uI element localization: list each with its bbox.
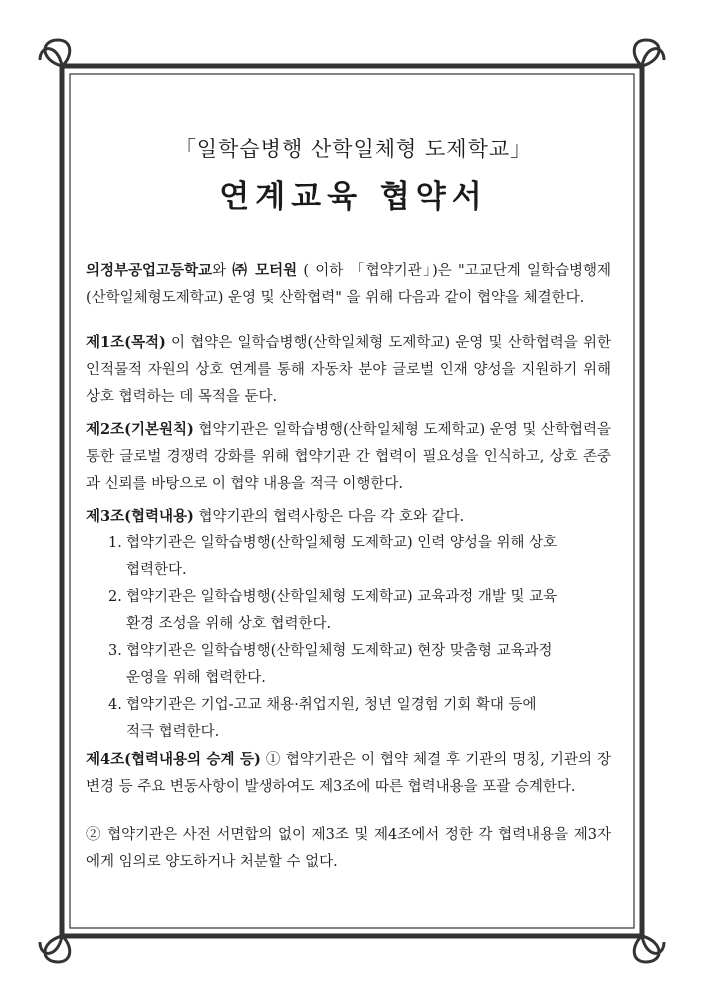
article-4-clause-2: ② 협약기관은 사전 서면합의 없이 제3조 및 제4조에서 정한 각 협력내용을 제3자에게 임의로 양도하거나 처분할 수 없다. <box>86 827 611 870</box>
article-1-text: 이 협약은 일학습병행(산학일체형 도제학교) 운영 및 산학협력을 위한 인적물적 자원의 상호 연계를 통해 자동차 분야 글로벌 인재 양성을 지원하기 위해 상호 협력하는 데 목적을 둔다. <box>86 335 611 405</box>
article-3 <box>86 503 611 531</box>
article-1 <box>86 329 611 411</box>
corner-ornament-tr <box>634 40 664 66</box>
document-title: 연계교육 협약서 <box>219 179 488 215</box>
list-item: 4. 협약기관은 기업-고교 채용·취업지원, 청년 일경험 기회 확대 등에 적극 협력한다. <box>108 697 537 740</box>
list-item: 2. 협약기관은 일학습병행(산학일체형 도제학교) 교육과정 개발 및 교육 환경 조성을 위해 상호 협력한다. <box>108 589 558 632</box>
article-4-clause-1: ① 협약기관은 이 협약 체결 후 기관의 명칭, 기관의 장 변경 등 주요 변동사항이 발생하여도 제3조에 따른 협력내용을 포괄 승계한다. <box>86 752 611 795</box>
article-4 <box>86 746 611 801</box>
corner-ornament-bl <box>40 936 70 962</box>
intro-paragraph <box>86 257 611 312</box>
corner-ornament-tl <box>40 40 70 66</box>
article-1-head: 제1조(목적) <box>86 334 166 351</box>
article-2-text: 협약기관은 일학습병행(산학일체형 도제학교) 운영 및 산학협력을 통한 글로벌 경쟁력 강화를 위해 협약기관 간 협력이 필요성을 인식하고, 상호 존중과 신뢰를 바탕으로 이 협약 내용을 적극 이행한다. <box>86 422 612 492</box>
article-2 <box>86 416 611 498</box>
list-item: 1. 협약기관은 일학습병행(산학일체형 도제학교) 인력 양성을 위해 상호 협력한다. <box>108 535 558 578</box>
article-3-head: 제3조(협력내용) <box>86 508 194 525</box>
party-company: ㈜ 모터원 <box>232 262 298 279</box>
article-2-head: 제2조(기본원칙) <box>86 421 194 438</box>
document-subtitle: 「일학습병행 산학일체형 도제학교」 <box>174 137 533 161</box>
article-4-head: 제4조(협력내용의 승계 등) <box>86 751 261 768</box>
intro-text: ( 이하 「협약기관」)은 "고교단계 일학습병행제(산학일체형도제학교) 운영 및 산학협력" 을 위해 다음과 같이 협약을 체결한다. <box>86 263 611 306</box>
corner-ornament-br <box>634 936 664 962</box>
list-item: 3. 협약기관은 일학습병행(산학일체형 도제학교) 현장 맞춤형 교육과정 운영을 위해 협력한다. <box>108 643 553 686</box>
party-school: 의정부공업고등학교 <box>86 262 213 279</box>
article-3-text: 협약기관의 협력사항은 다음 각 호와 같다. <box>193 509 465 525</box>
intro-conj: 와 <box>212 263 233 279</box>
